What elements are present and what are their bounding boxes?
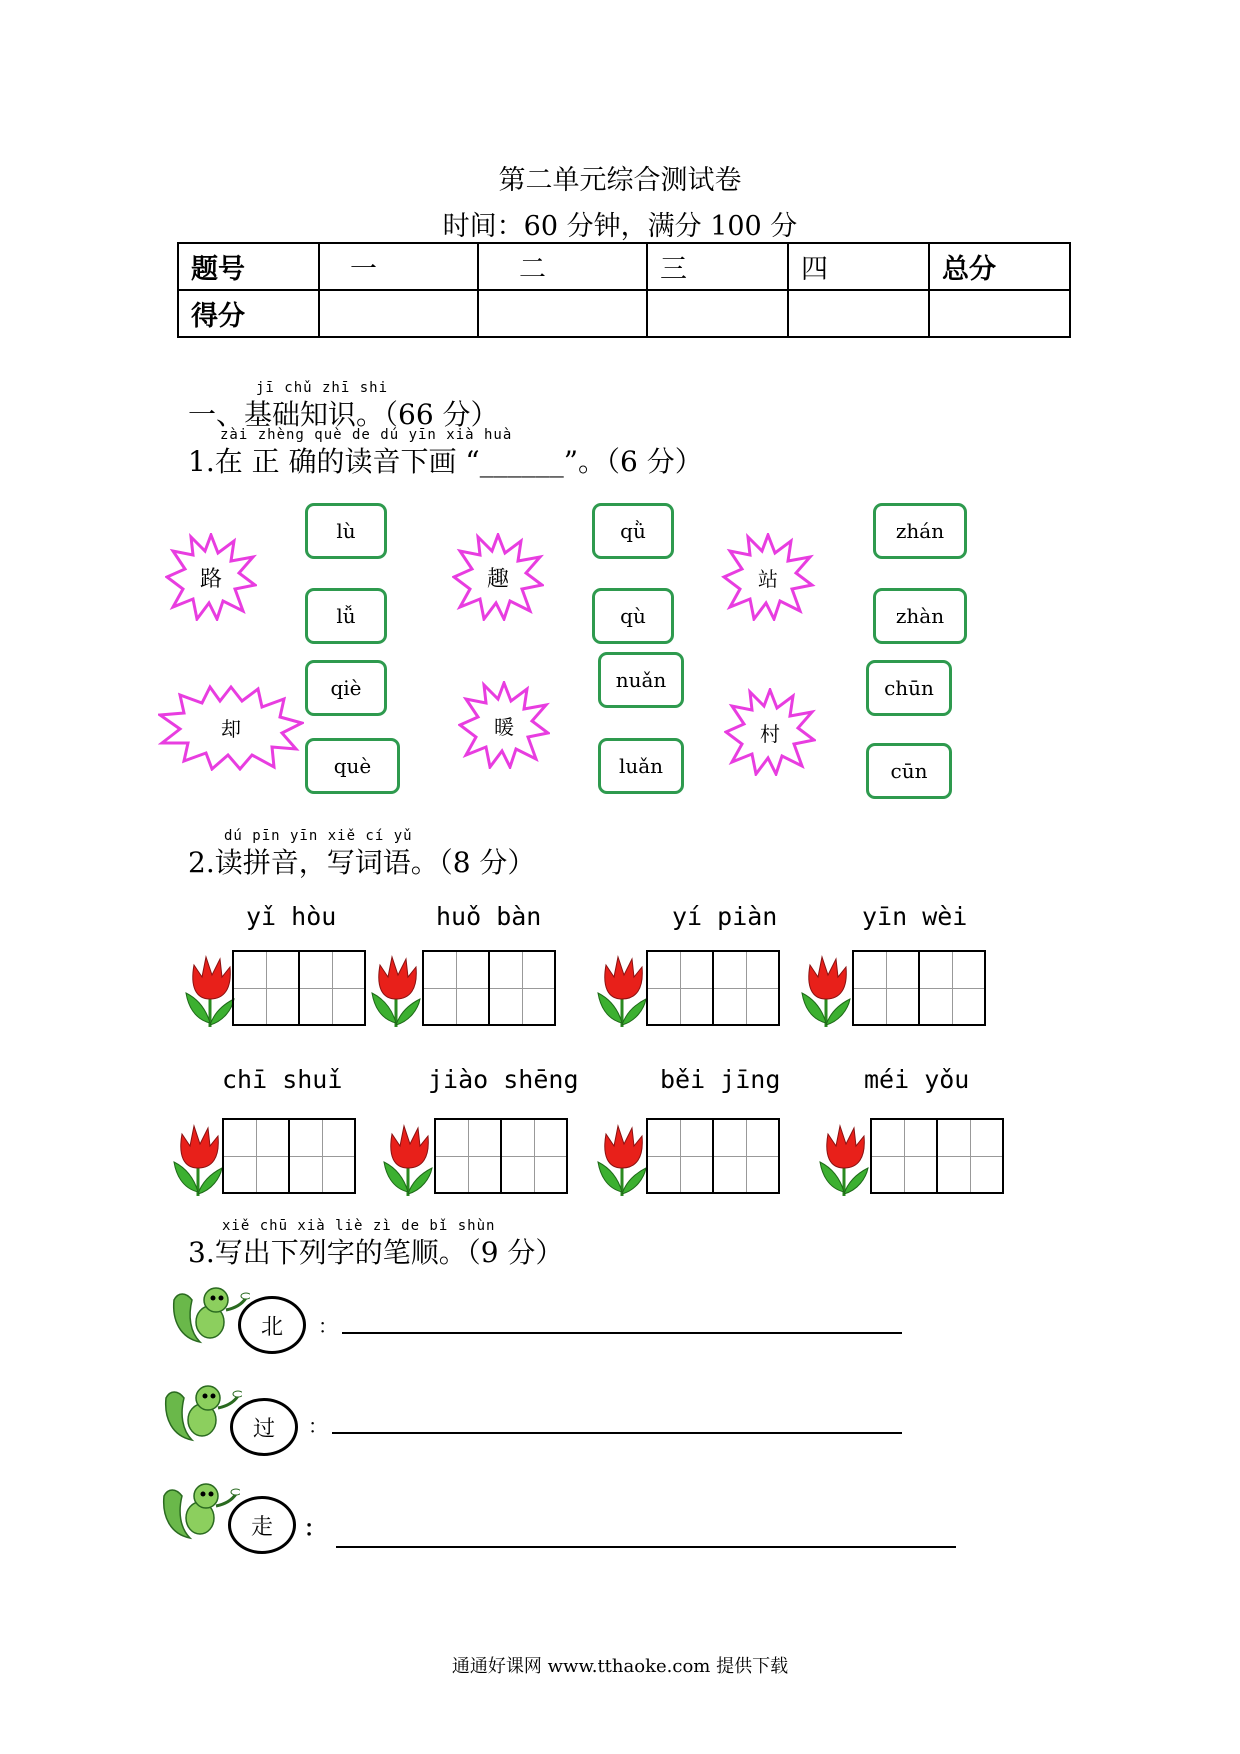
answer-line[interactable] xyxy=(342,1332,902,1334)
tulip-icon xyxy=(596,1122,648,1200)
word-pinyin: yǐ hòu xyxy=(246,902,337,931)
pinyin-option[interactable]: luǎn xyxy=(598,738,684,794)
colon-label: ： xyxy=(308,1414,328,1438)
word-pinyin: běi jīng xyxy=(660,1065,781,1094)
tulip-icon xyxy=(184,953,236,1031)
q3-pinyin: xiě chū xià liè zì de bǐ shùn xyxy=(222,1218,496,1234)
tulip-icon xyxy=(800,953,852,1031)
table-cell: 总分 xyxy=(929,243,1070,290)
q1-char: 村 xyxy=(760,721,780,746)
q1-char: 趣 xyxy=(486,566,509,592)
table-cell: 得分 xyxy=(178,290,319,337)
table-cell: 一 xyxy=(319,243,478,290)
table-row xyxy=(178,243,1070,290)
q1-pinyin: zài zhèng què de dú yīn xià huà xyxy=(220,427,513,443)
answer-line[interactable] xyxy=(336,1546,956,1548)
tulip-icon xyxy=(382,1122,434,1200)
word-pinyin: jiào shēng xyxy=(428,1065,579,1094)
squirrel-icon xyxy=(170,1280,250,1346)
word-pinyin: yí piàn xyxy=(672,902,778,931)
pinyin-option[interactable]: cūn xyxy=(866,743,952,799)
pinyin-option[interactable]: què xyxy=(305,738,400,794)
score-table xyxy=(177,242,1071,338)
stroke-order-char: 过 xyxy=(230,1398,298,1456)
tulip-icon xyxy=(370,953,422,1031)
q1-title: 1.在 正 确的读音下画 “______”。（6 分） xyxy=(188,445,703,478)
table-cell: 题号 xyxy=(178,243,319,290)
q2-title: 2.读拼音，写词语。（8 分） xyxy=(188,846,536,879)
answer-line[interactable] xyxy=(332,1432,902,1434)
pinyin-option[interactable]: lù xyxy=(305,503,387,559)
q1-char: 站 xyxy=(758,566,778,591)
squirrel-icon xyxy=(160,1476,240,1542)
squirrel-icon xyxy=(162,1378,242,1444)
writing-grid[interactable] xyxy=(232,950,366,1026)
page-title: 第二单元综合测试卷 xyxy=(498,165,742,196)
table-row xyxy=(178,290,1070,337)
pinyin-option[interactable]: qù xyxy=(592,588,674,644)
stroke-order-char: 走 xyxy=(228,1496,296,1554)
table-cell[interactable] xyxy=(788,290,929,337)
q1-char: 暖 xyxy=(494,714,514,739)
stroke-order-char: 北 xyxy=(238,1296,306,1354)
writing-grid[interactable] xyxy=(434,1118,568,1194)
table-cell[interactable] xyxy=(929,290,1070,337)
word-pinyin: huǒ bàn xyxy=(436,902,542,931)
writing-grid[interactable] xyxy=(870,1118,1004,1194)
writing-grid[interactable] xyxy=(646,950,780,1026)
section1-pinyin: jī chǔ zhī shi xyxy=(256,380,389,396)
tulip-icon xyxy=(596,953,648,1031)
table-cell[interactable] xyxy=(647,290,788,337)
tulip-icon xyxy=(172,1122,224,1200)
page-subtitle: 时间：60 分钟，满分 100 分 xyxy=(442,211,798,242)
q1-char: 路 xyxy=(199,566,222,592)
writing-grid[interactable] xyxy=(222,1118,356,1194)
colon-label: ： xyxy=(318,1314,338,1338)
section1-title: 一、基础知识。（66 分） xyxy=(188,398,499,431)
pinyin-option[interactable]: zhàn xyxy=(873,588,967,644)
pinyin-option[interactable]: chūn xyxy=(866,660,952,716)
table-cell: 四 xyxy=(788,243,929,290)
table-cell: 三 xyxy=(647,243,788,290)
table-cell[interactable] xyxy=(478,290,647,337)
word-pinyin: méi yǒu xyxy=(864,1065,970,1094)
writing-grid[interactable] xyxy=(852,950,986,1026)
pinyin-option[interactable]: zhán xyxy=(873,503,967,559)
q1-char: 却 xyxy=(221,716,241,741)
writing-grid[interactable] xyxy=(646,1118,780,1194)
pinyin-option[interactable]: qiè xyxy=(305,660,387,716)
tulip-icon xyxy=(818,1122,870,1200)
footer-text: 通通好课网 www.tthaoke.com 提供下载 xyxy=(451,1656,789,1677)
word-pinyin: yīn wèi xyxy=(862,902,968,931)
table-cell: 二 xyxy=(478,243,647,290)
pinyin-option[interactable]: qǜ xyxy=(592,503,674,559)
word-pinyin: chī shuǐ xyxy=(222,1065,343,1094)
colon-label: ： xyxy=(304,1516,327,1542)
pinyin-option[interactable]: nuǎn xyxy=(598,652,684,708)
q3-title: 3.写出下列字的笔顺。（9 分） xyxy=(188,1236,564,1269)
table-cell[interactable] xyxy=(319,290,478,337)
pinyin-option[interactable]: lǚ xyxy=(305,588,387,644)
q2-pinyin: dú pīn yīn xiě cí yǔ xyxy=(224,828,413,844)
writing-grid[interactable] xyxy=(422,950,556,1026)
